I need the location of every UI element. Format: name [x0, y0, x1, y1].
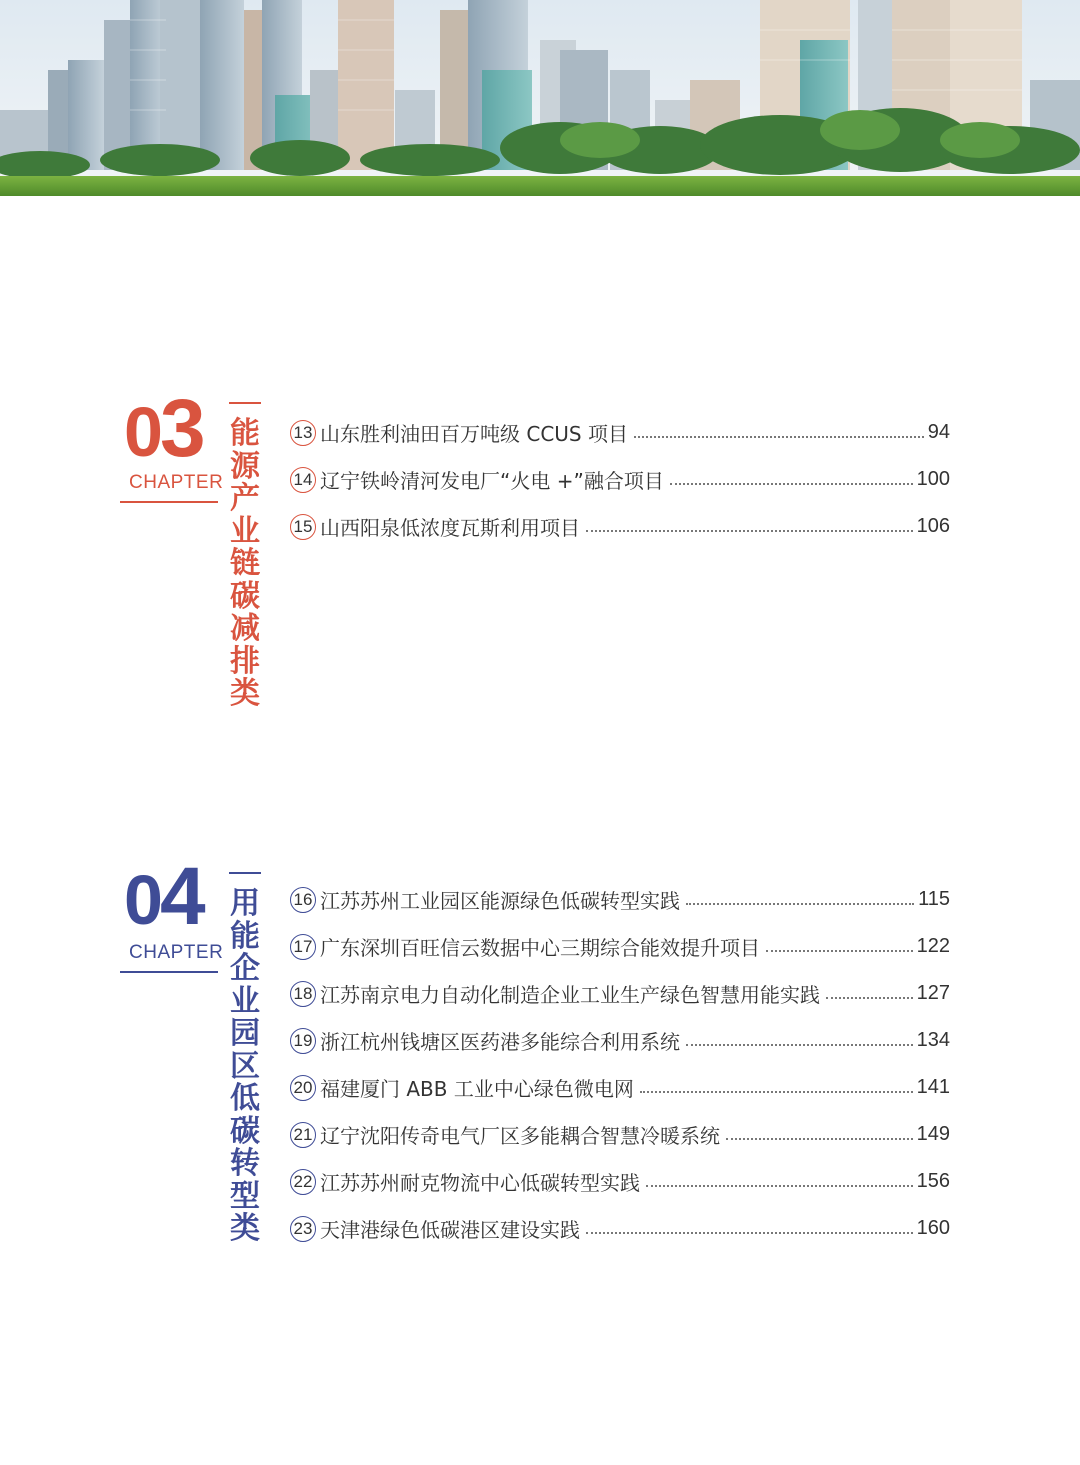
- toc-item[interactable]: [290, 1064, 950, 1111]
- chapter-number: 03: [124, 383, 203, 474]
- item-page: 149: [916, 1123, 950, 1145]
- toc-item[interactable]: [290, 1111, 950, 1158]
- item-number-badge: 22: [290, 1169, 316, 1195]
- item-title: 广东深圳百旺信云数据中心三期综合能效提升项目: [320, 936, 760, 960]
- item-title: 辽宁沈阳传奇电气厂区多能耦合智慧冷暖系统: [320, 1124, 720, 1148]
- toc-item[interactable]: [290, 1158, 950, 1205]
- hero-skyline-image: [0, 0, 1080, 196]
- item-page: 115: [918, 888, 950, 910]
- item-title: 山西阳泉低浓度瓦斯利用项目: [320, 516, 580, 540]
- item-title: 江苏南京电力自动化制造企业工业生产绿色智慧用能实践: [320, 983, 820, 1007]
- item-page: 100: [916, 468, 950, 490]
- item-page: 141: [916, 1076, 950, 1098]
- item-number-badge: 19: [290, 1028, 316, 1054]
- item-title: 江苏苏州耐克物流中心低碳转型实践: [320, 1171, 640, 1195]
- chapter-underline: [120, 501, 218, 503]
- item-title: 福建厦门 ABB 工业中心绿色微电网: [320, 1077, 634, 1101]
- item-number-badge: 23: [290, 1216, 316, 1242]
- item-title: 浙江杭州钱塘区医药港多能综合利用系统: [320, 1030, 680, 1054]
- item-number-badge: 13: [290, 420, 316, 446]
- title-topline: [229, 872, 261, 874]
- item-page: 134: [916, 1029, 950, 1051]
- dot-leader: [826, 997, 913, 999]
- item-number-badge: 15: [290, 514, 316, 540]
- dot-leader: [646, 1185, 913, 1187]
- dot-leader: [640, 1091, 913, 1093]
- toc-item[interactable]: [290, 876, 950, 923]
- toc-list: [290, 876, 950, 1252]
- title-topline: [229, 402, 261, 404]
- dot-leader: [686, 903, 914, 905]
- skyline-illustration: [0, 0, 1080, 196]
- item-page: 127: [916, 982, 950, 1004]
- item-page: 122: [916, 935, 950, 957]
- item-number-badge: 16: [290, 887, 316, 913]
- chapter-label: CHAPTER: [129, 472, 224, 493]
- item-number-badge: 14: [290, 467, 316, 493]
- item-title: 山东胜利油田百万吨级 CCUS 项目: [320, 422, 628, 446]
- item-page: 156: [916, 1170, 950, 1192]
- toc-item[interactable]: [290, 923, 950, 970]
- dot-leader: [766, 950, 913, 952]
- toc-item[interactable]: [290, 1205, 950, 1252]
- chapter-number: 04: [124, 851, 203, 942]
- chapter-title: 能源产业链碳减排类: [230, 416, 260, 711]
- item-page: 94: [927, 421, 950, 443]
- dot-leader: [686, 1044, 913, 1046]
- chapter-label: CHAPTER: [129, 942, 224, 963]
- item-number-badge: 21: [290, 1122, 316, 1148]
- dot-leader: [586, 530, 913, 532]
- item-title: 辽宁铁岭清河发电厂“火电 +”融合项目: [320, 469, 664, 493]
- item-number-badge: 18: [290, 981, 316, 1007]
- item-page: 106: [916, 515, 950, 537]
- dot-leader: [670, 483, 913, 485]
- item-title: 江苏苏州工业园区能源绿色低碳转型实践: [320, 889, 680, 913]
- dot-leader: [634, 436, 924, 438]
- dot-leader: [726, 1138, 913, 1140]
- toc-item[interactable]: [290, 1017, 950, 1064]
- toc-list: [290, 409, 950, 550]
- dot-leader: [586, 1232, 913, 1234]
- chapter-underline: [120, 971, 218, 973]
- item-number-badge: 17: [290, 934, 316, 960]
- toc-item[interactable]: [290, 456, 950, 503]
- toc-item[interactable]: [290, 970, 950, 1017]
- item-number-badge: 20: [290, 1075, 316, 1101]
- item-title: 天津港绿色低碳港区建设实践: [320, 1218, 580, 1242]
- toc-item[interactable]: [290, 503, 950, 550]
- item-page: 160: [916, 1217, 950, 1239]
- toc-item[interactable]: [290, 409, 950, 456]
- chapter-title: 用能企业园区低碳转型类: [230, 886, 260, 1246]
